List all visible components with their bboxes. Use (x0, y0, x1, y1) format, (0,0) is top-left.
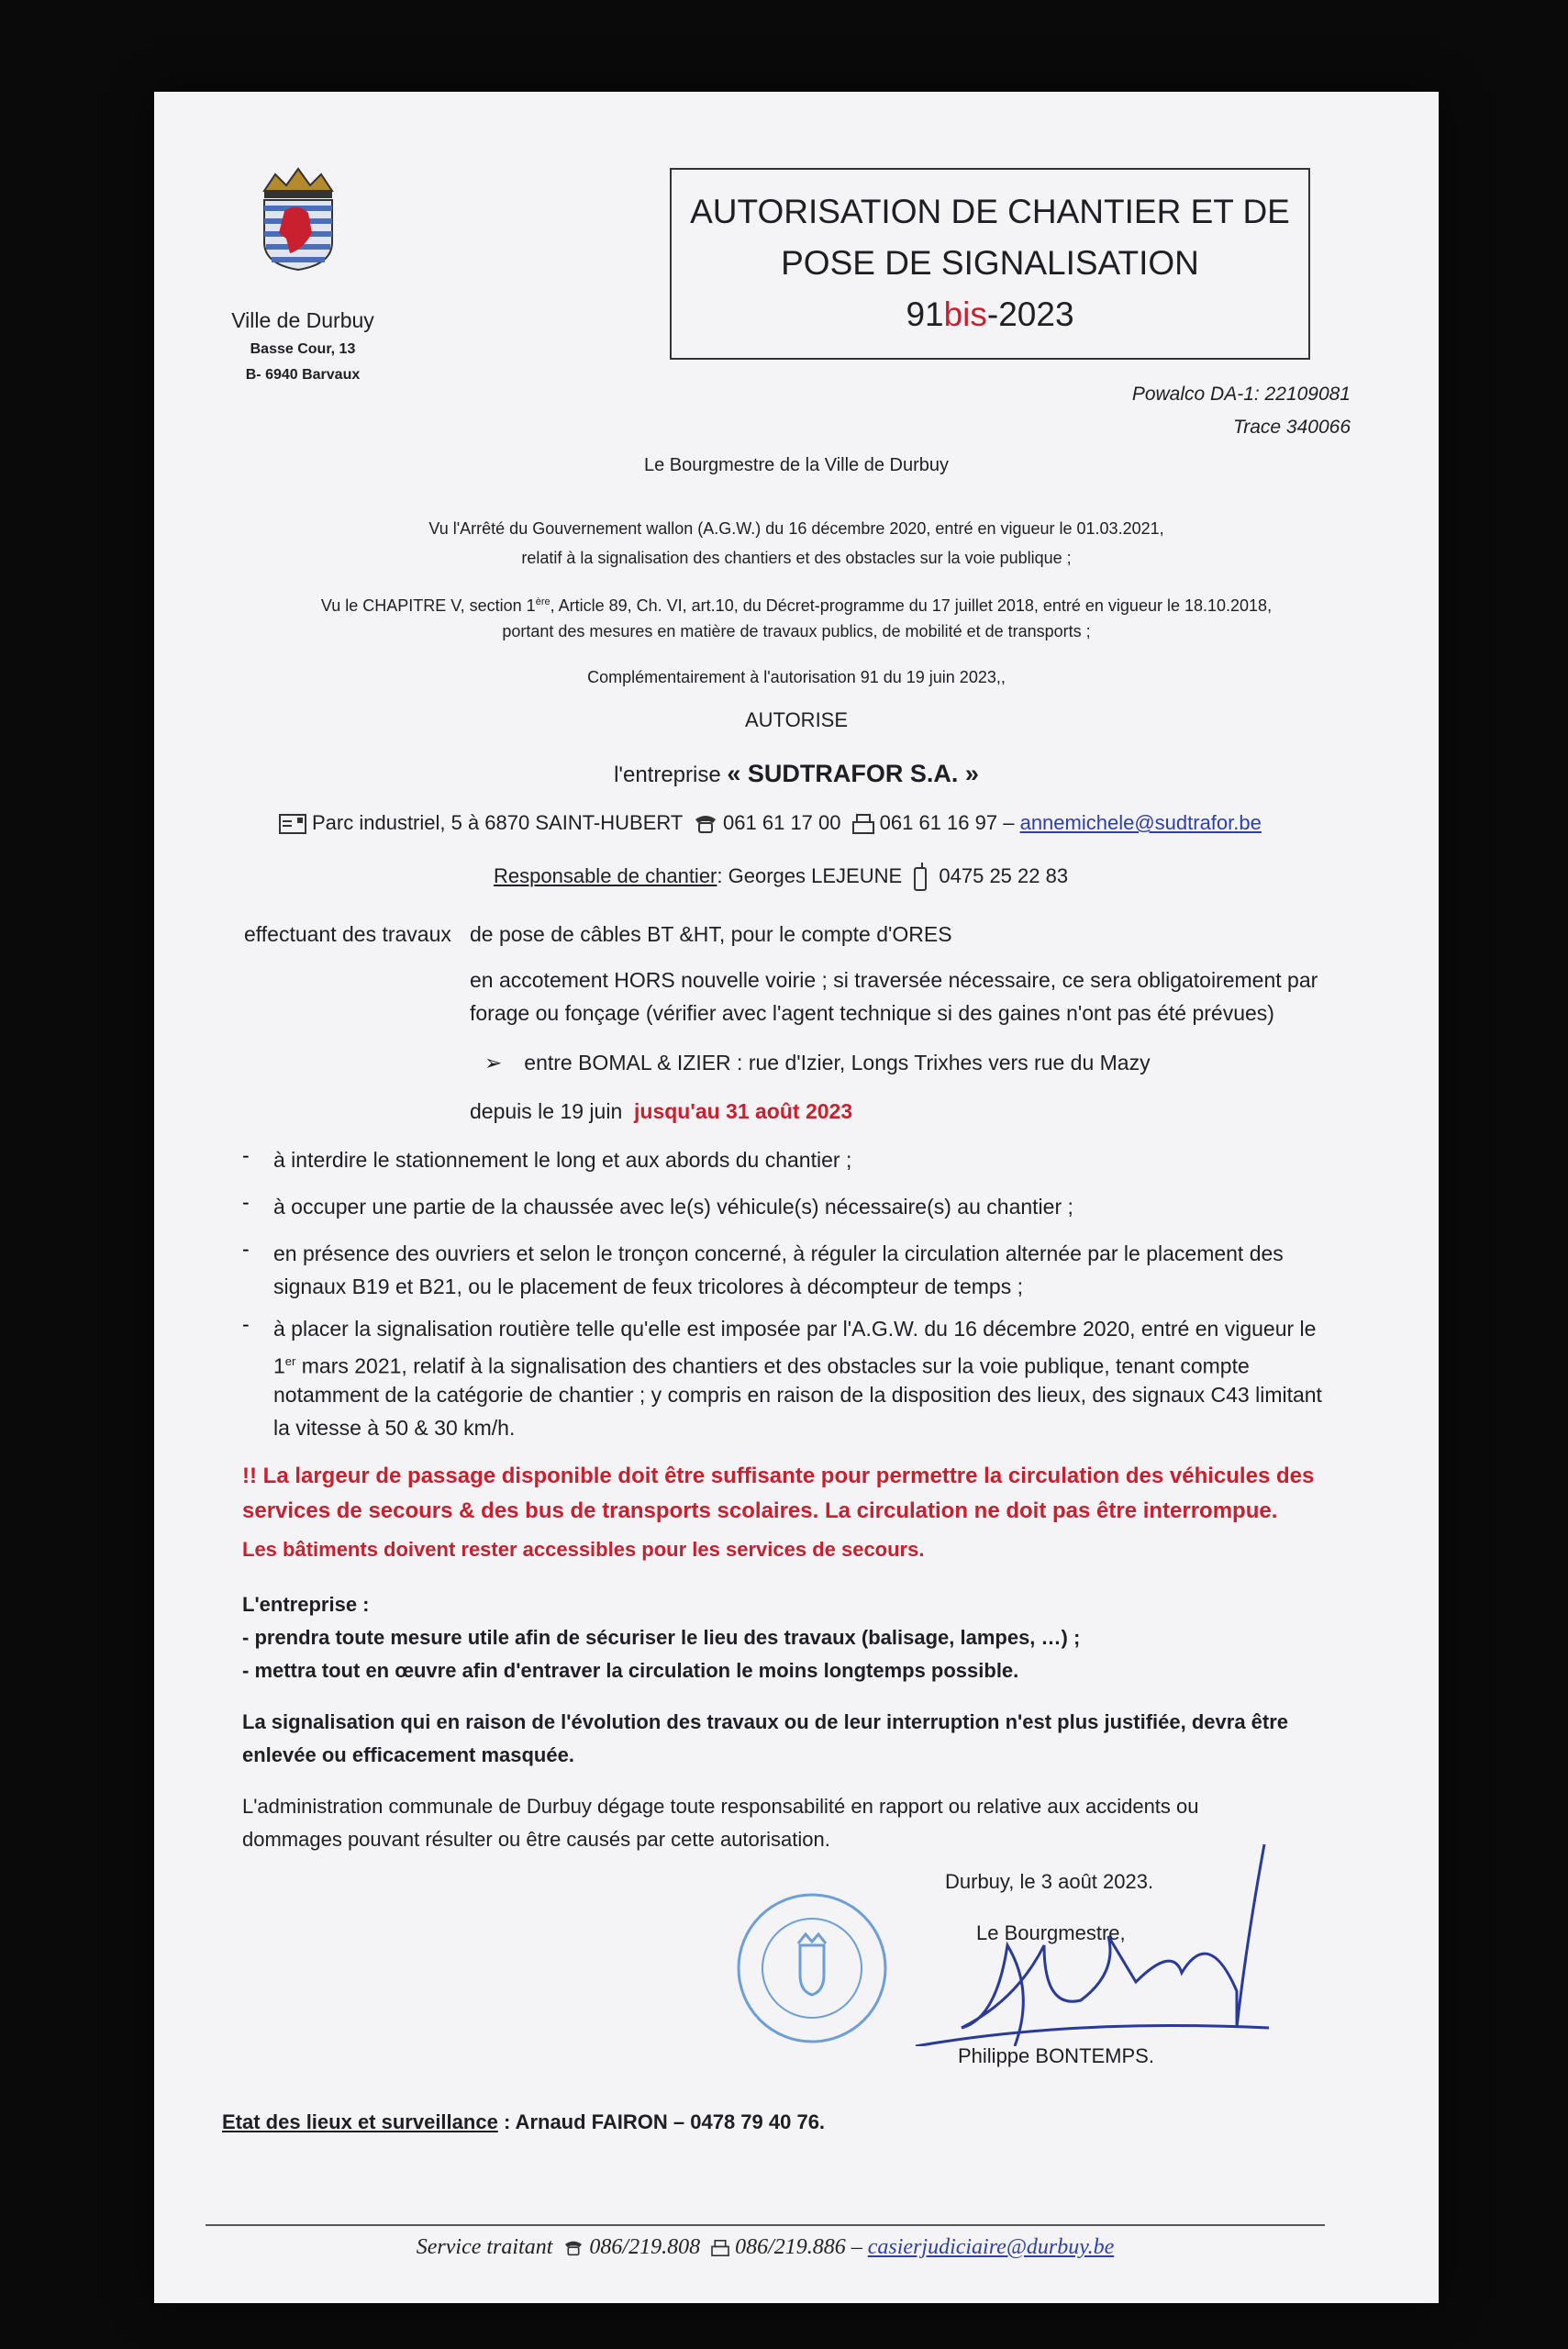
responsable-phone: 0475 25 22 83 (939, 863, 1069, 887)
company-fax: 061 61 16 97 – (879, 811, 1015, 834)
condition-bullet: - (242, 1312, 250, 1336)
footer (206, 2224, 1325, 2260)
bourgmestre-intro: Le Bourgmestre de la Ville de Durbuy (643, 455, 950, 475)
surveillance-label: Etat des lieux et surveillance (222, 2110, 498, 2133)
fax-icon (852, 814, 874, 834)
vu-chapitre-a: Vu le CHAPITRE V, section 1 (320, 596, 536, 615)
coat-of-arms-icon (257, 165, 339, 272)
condition-bullet: - (242, 1143, 250, 1167)
ref-trace: Trace 340066 (1232, 417, 1351, 438)
works-location (484, 1046, 1151, 1079)
obligations-title: L'entreprise : (242, 1593, 370, 1616)
vu-chapitre-b: , Article 89, Ch. VI, art.10, du Décret-programme du 17 juillet 2018, entré en vigueur le 18.10.2018, (550, 596, 1273, 615)
works-line1: de pose de câbles BT &HT, pour le compte d'ORES (470, 922, 952, 946)
municipal-stamp (734, 1890, 890, 2046)
date-day: 1 (273, 1353, 285, 1378)
condition-4-line3: notamment de la catégorie de chantier ; y compris en raison de la disposition des lieux, des signaux C43 limitant (273, 1383, 1322, 1407)
vu-agw-line2: relatif à la signalisation des chantiers et des obstacles sur la voie publique ; (521, 549, 1072, 567)
signalisation-line1: La signalisation qui en raison de l'évolution des travaux ou de leur interruption n'est plus justifiée, devra être (242, 1710, 1289, 1733)
period-end: jusqu'au 31 août 2023 (634, 1099, 853, 1123)
town-address-line2: B- 6940 Barvaux (245, 367, 361, 383)
signature-role: Le Bourgmestre, (976, 1921, 1126, 1944)
surveillance-line (222, 2110, 825, 2134)
references (1132, 378, 1351, 444)
company-line (154, 760, 1439, 788)
condition-3-line2: signaux B19 et B21, ou le placement de feux tricolores à décompteur de temps ; (273, 1275, 1023, 1298)
footer-email-link[interactable]: casierjudiciaire@durbuy.be (867, 2235, 1115, 2259)
handwritten-signature (906, 1835, 1292, 2046)
responsable-label: Responsable de chantier (494, 863, 717, 887)
fax-icon (711, 2240, 729, 2256)
signalisation-line2: enlevée ou efficacement masquée. (242, 1743, 574, 1766)
ref-powalco: Powalco DA-1: 22109081 (1131, 384, 1351, 405)
condition-1: à interdire le stationnement le long et aux abords du chantier ; (273, 1148, 852, 1172)
arrow-bullet-icon: ➢ (484, 1051, 503, 1074)
town-address-line1: Basse Cour, 13 (250, 341, 356, 357)
mobile-phone-icon (913, 863, 928, 892)
works-line2: en accotement HORS nouvelle voirie ; si traversée nécessaire, ce sera obligatoirement par (470, 968, 1318, 992)
phone-icon (694, 814, 717, 834)
surveillance-value: : Arnaud FAIRON – 0478 79 40 76. (503, 2110, 826, 2133)
footer-phone: 086/219.808 (589, 2235, 701, 2259)
disclaimer-line1: L'administration communale de Durbuy dégage toute responsabilité en rapport ou relative aux accidents ou (242, 1795, 1199, 1818)
company-phone: 061 61 17 00 (723, 811, 841, 834)
obligation-1: - prendra toute mesure utile afin de sécuriser le lieu des travaux (balisage, lampes, …) ; (242, 1626, 1081, 1649)
responsable-name: : Georges LEJEUNE (717, 863, 903, 887)
autorise: AUTORISE (744, 708, 849, 731)
number-suffix: bis (943, 295, 987, 333)
authorization-number (672, 289, 1308, 340)
company-email-link[interactable]: annemichele@sudtrafor.be (1019, 811, 1262, 834)
condition-4-line4: la vitesse à 50 & 30 km/h. (273, 1416, 516, 1440)
works-label: effectuant des travaux (244, 922, 451, 946)
number-year: -2023 (986, 295, 1074, 333)
company-contact (273, 811, 1262, 835)
disclaimer-line2: dommages pouvant résulter ou être causés par cette autorisation. (242, 1828, 830, 1851)
phone-icon (563, 2240, 584, 2256)
condition-2: à occuper une partie de la chaussée avec le(s) véhicule(s) nécessaire(s) au chantier ; (273, 1195, 1073, 1219)
company-name: « SUDTRAFOR S.A. » (727, 760, 979, 787)
mail-icon (279, 814, 306, 834)
footer-label: Service traitant (416, 2235, 553, 2259)
footer-fax: 086/219.886 – (735, 2235, 862, 2259)
number-prefix: 91 (906, 295, 944, 333)
condition-4-line1: à placer la signalisation routière telle qu'elle est imposée par l'A.G.W. du 16 décembre 2020, entré en vigueur le (273, 1317, 1317, 1341)
warning-line2: services de secours & des bus de transports scolaires. La circulation ne doit pas être interrompue. (242, 1498, 1278, 1523)
condition-4-line2-text: mars 2021, relatif à la signalisation des chantiers et des obstacles sur la voie publique, tenant compte (301, 1353, 1250, 1378)
authorization-document (154, 92, 1439, 2303)
company-prefix: l'entreprise (614, 763, 721, 787)
company-address: Parc industriel, 5 à 6870 SAINT-HUBERT (312, 811, 683, 834)
warning-line3: Les bâtiments doivent rester accessibles pour les services de secours. (242, 1538, 925, 1561)
signature-name: Philippe BONTEMPS. (958, 2044, 1154, 2067)
vu-agw-line1: Vu l'Arrêté du Gouvernement wallon (A.G.W.) du 16 décembre 2020, entré en vigueur le 01.03.2021, (428, 519, 1164, 538)
condition-3-line1: en présence des ouvriers et selon le tronçon concerné, à réguler la circulation alternée par le placement des (273, 1241, 1284, 1265)
date-sup: er (284, 1354, 296, 1368)
vu-chapitre-sup: ère (535, 596, 550, 607)
title-line2: POSE DE SIGNALISATION (781, 244, 1199, 282)
condition-4-line2 (273, 1345, 1250, 1383)
condition-bullet: - (242, 1237, 250, 1261)
complement: Complémentairement à l'autorisation 91 du 19 juin 2023,, (587, 668, 1006, 686)
vu-chapitre-line1 (154, 587, 1439, 620)
responsable-line (494, 863, 1068, 892)
works-line3: forage ou fonçage (vérifier avec l'agent technique si des gaines n'ont pas été prévues) (470, 1001, 1274, 1025)
obligation-2: - mettra tout en œuvre afin d'entraver la circulation le moins longtemps possible. (242, 1659, 1019, 1682)
works-period (470, 1095, 852, 1128)
period-start: depuis le 19 juin (470, 1099, 623, 1123)
town-name: Ville de Durbuy (231, 308, 374, 332)
title-line1: AUTORISATION DE CHANTIER ET DE (690, 193, 1290, 230)
condition-bullet: - (242, 1190, 250, 1214)
warning-line1: !! La largeur de passage disponible doit être suffisante pour permettre la circulation des véhicules des (242, 1464, 1315, 1488)
location-text: entre BOMAL & IZIER : rue d'Izier, Longs Trixhes vers rue du Mazy (524, 1051, 1151, 1074)
document-title (670, 168, 1310, 360)
stamp-seal-icon (734, 1890, 890, 2046)
vu-chapitre-line2: portant des mesures en matière de travaux publics, de mobilité et de transports ; (502, 622, 1091, 640)
signature-date: Durbuy, le 3 août 2023. (945, 1870, 1154, 1893)
